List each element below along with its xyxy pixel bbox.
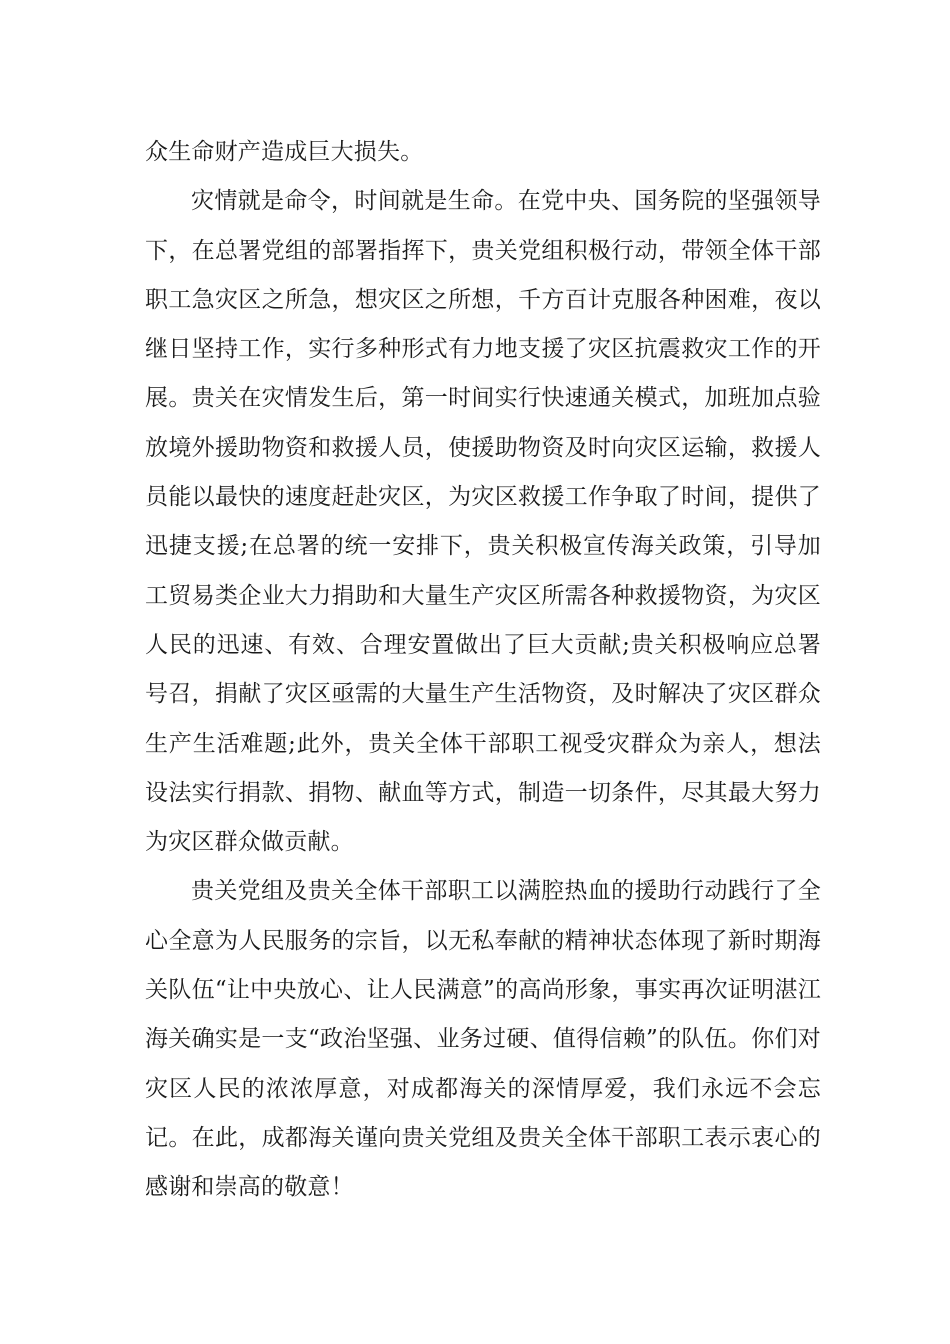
paragraph-continuation: 众生命财产造成巨大损失。 xyxy=(145,139,424,165)
paragraph-thanks: 贵关党组及贵关全体干部职工以满腔热血的援助行动践行了全心全意为人民服务的宗旨，以无私奉献的精神状态体现了新时期海关队伍“让中央放心、让人民满意”的高尚形象，事实再次证明湛江海关确实是一支“政治坚强、业务过硬、值得信赖”的队伍。你们对灾区人民的浓浓厚意，对成都海关的深情厚爱，我们永远不会忘记。在此，成都海关谨向贵关党组及贵关全体干部职工表示衷心的感谢和崇高的敬意！ xyxy=(145,878,821,1201)
paragraph-disaster-support: 灾情就是命令，时间就是生命。在党中央、国务院的坚强领导下，在总署党组的部署指挥下，贵关党组积极行动，带领全体干部职工急灾区之所急，想灾区之所想，千方百计克服各种困难，夜以继日坚持工作，实行多种形式有力地支援了灾区抗震救灾工作的开展。贵关在灾情发生后，第一时间实行快速通关模式，加班加点验放境外援助物资和救援人员，使援助物资及时向灾区运输，救援人员能以最快的速度赶赴灾区，为灾区救援工作争取了时间，提供了迅捷支援;在总署的统一安排下，贵关积极宣传海关政策，引导加工贸易类企业大力捐助和大量生产灾区所需各种救援物资，为灾区人民的迅速、有效、合理安置做出了巨大贡献;贵关积极响应总署号召，捐献了灾区亟需的大量生产生活物资，及时解决了灾区群众生产生活难题;此外，贵关全体干部职工视受灾群众为亲人，想法设法实行捐款、捐物、献血等方式，制造一切条件，尽其最大努力为灾区群众做贡献。 xyxy=(145,188,821,856)
document-body xyxy=(145,128,821,1213)
